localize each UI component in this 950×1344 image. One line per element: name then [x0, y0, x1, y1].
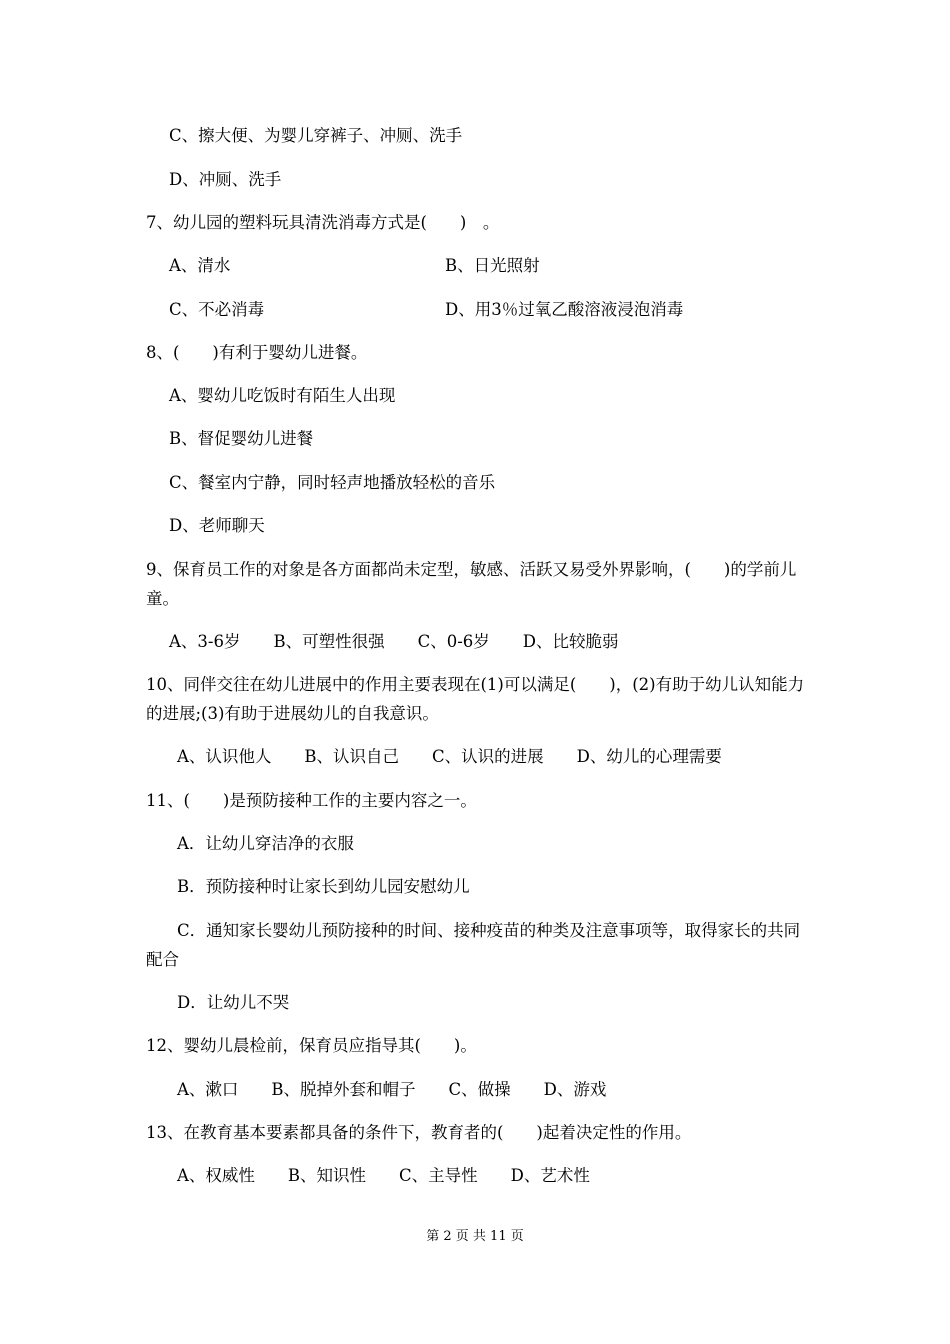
q10-question-line1: 10、同伴交往在幼儿进展中的作用主要表现在(1)可以满足( )，(2)有助于幼儿认知能力: [146, 675, 805, 694]
q6-option-c: C、擦大便、为婴儿穿裤子、冲厕、洗手: [169, 126, 463, 145]
q11-option-c-line2: 配合: [146, 950, 179, 969]
q8-option-d: D、老师聊天: [169, 516, 265, 535]
q7-question: 7、幼儿园的塑料玩具清洗消毒方式是( ) 。: [146, 213, 500, 232]
q9-question-line2: 童。: [146, 589, 179, 608]
q8-question: 8、( )有利于婴幼儿进餐。: [146, 343, 368, 362]
q12-question: 12、婴幼儿晨检前，保育员应指导其( )。: [146, 1036, 477, 1055]
q6-option-d: D、冲厕、洗手: [169, 170, 282, 189]
q7-option-b: B、日光照射: [445, 256, 540, 275]
q7-option-a: A、清水: [169, 256, 231, 275]
q11-option-a: A．让幼儿穿洁净的衣服: [177, 834, 354, 853]
q10-options: A、认识他人 B、认识自己 C、认识的进展 D、幼儿的心理需要: [177, 747, 722, 766]
q13-options: A、权威性 B、知识性 C、主导性 D、艺术性: [177, 1166, 590, 1185]
q9-question-line1: 9、保育员工作的对象是各方面都尚未定型，敏感、活跃又易受外界影响，( )的学前儿: [146, 560, 797, 579]
page-footer: 第 2 页 共 11 页: [426, 1229, 524, 1244]
q12-options: A、漱口 B、脱掉外套和帽子 C、做操 D、游戏: [177, 1080, 607, 1099]
q13-question: 13、在教育基本要素都具备的条件下，教育者的( )起着决定性的作用。: [146, 1123, 692, 1142]
q9-options: A、3-6岁 B、可塑性很强 C、0-6岁 D、比较脆弱: [169, 632, 619, 651]
q8-option-a: A、婴幼儿吃饭时有陌生人出现: [169, 386, 396, 405]
q7-option-c: C、不必消毒: [169, 300, 265, 319]
q10-question-line2: 的进展;(3)有助于进展幼儿的自我意识。: [146, 704, 439, 723]
q11-question: 11、( )是预防接种工作的主要内容之一。: [146, 791, 477, 810]
q8-option-b: B、督促婴幼儿进餐: [169, 429, 314, 448]
q7-option-d: D、用3％过氧乙酸溶液浸泡消毒: [445, 300, 684, 319]
q8-option-c: C、餐室内宁静，同时轻声地播放轻松的音乐: [169, 473, 496, 492]
q11-option-d: D．让幼儿不哭: [177, 993, 290, 1012]
q11-option-c-line1: C．通知家长婴幼儿预防接种的时间、接种疫苗的种类及注意事项等，取得家长的共同: [177, 921, 801, 940]
q11-option-b: B．预防接种时让家长到幼儿园安慰幼儿: [177, 877, 470, 896]
